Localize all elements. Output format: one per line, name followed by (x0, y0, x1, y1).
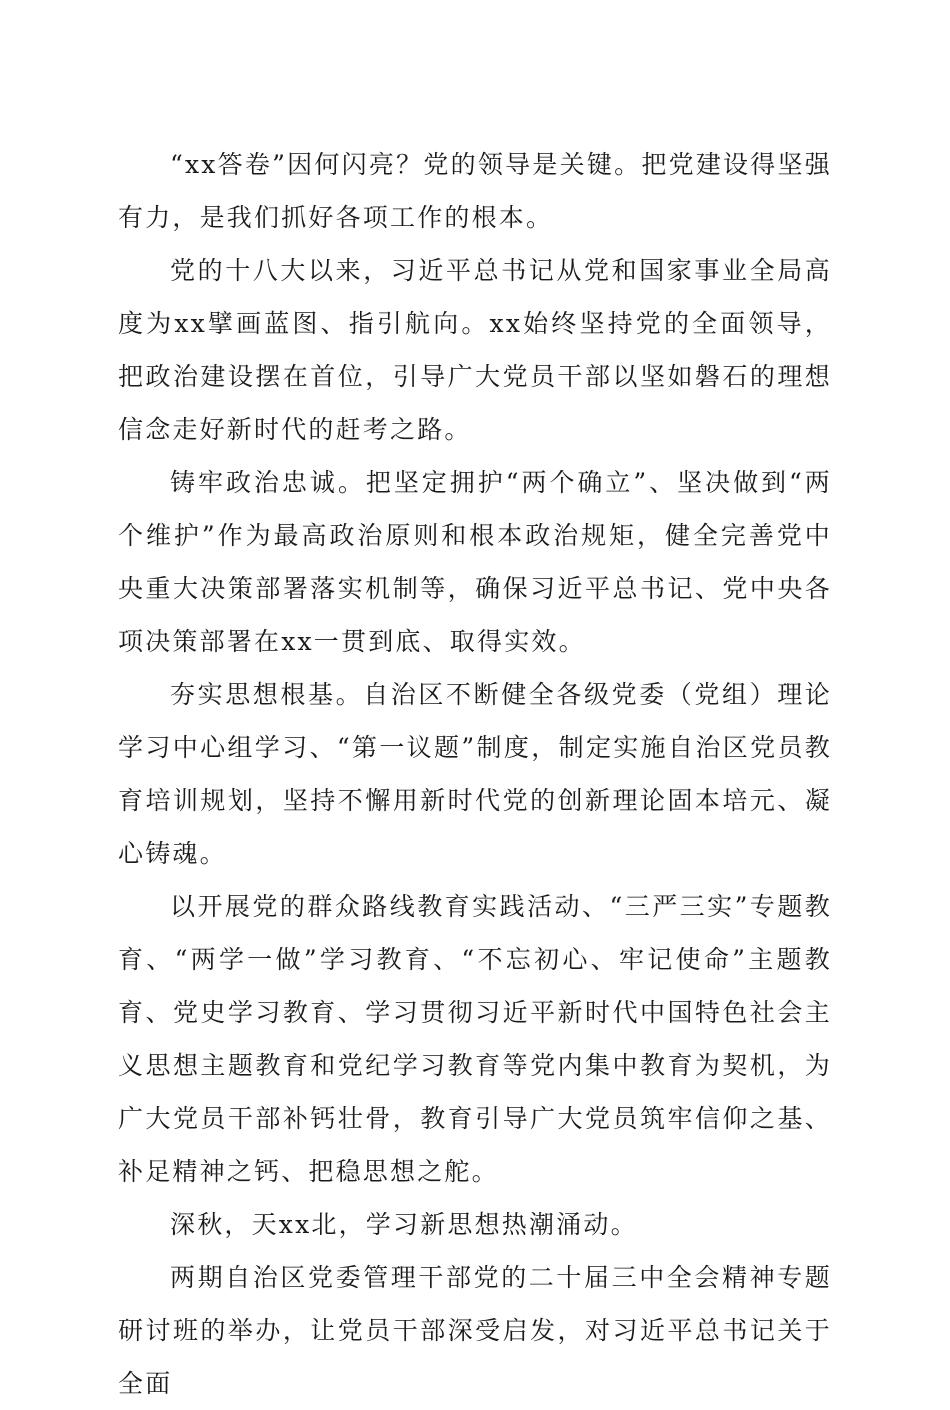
paragraph-6: 深秋，天xx北，学习新思想热潮涌动。 (170, 1210, 638, 1239)
paragraph-3: 铸牢政治忠诚。把坚定拥护“两个确立”、坚决做到“两个维护”作为最高政治原则和根本政治规矩，健全完善党中央重大决策部署落实机制等，确保习近平总书记、党中央各项决策部署在xx一贯到底、取得实效。 (118, 468, 832, 656)
document-body (118, 138, 832, 1410)
paragraph-7: 两期自治区党委管理干部党的二十届三中全会精神专题研讨班的举办，让党员干部深受启发，对习近平总书记关于全面 (118, 1263, 832, 1398)
paragraph-1: “xx答卷”因何闪亮？党的领导是关键。把党建设得坚强有力，是我们抓好各项工作的根本。 (118, 150, 832, 232)
paragraph-5: 以开展党的群众路线教育实践活动、“三严三实”专题教育、“两学一做”学习教育、“不忘初心、牢记使命”主题教育、党史学习教育、学习贯彻习近平新时代中国特色社会主义思想主题教育和党纪学习教育等党内集中教育为契机，为广大党员干部补钙壮骨，教育引导广大党员筑牢信仰之基、补足精神之钙、把稳思想之舵。 (118, 892, 832, 1186)
paragraph-4: 夯实思想根基。自治区不断健全各级党委（党组）理论学习中心组学习、“第一议题”制度，制定实施自治区党员教育培训规划，坚持不懈用新时代党的创新理论固本培元、凝心铸魂。 (118, 680, 832, 868)
paragraph-2: 党的十八大以来，习近平总书记从党和国家事业全局高度为xx擘画蓝图、指引航向。xx始终坚持党的全面领导，把政治建设摆在首位，引导广大党员干部以坚如磐石的理想信念走好新时代的赶考之路。 (118, 256, 832, 444)
